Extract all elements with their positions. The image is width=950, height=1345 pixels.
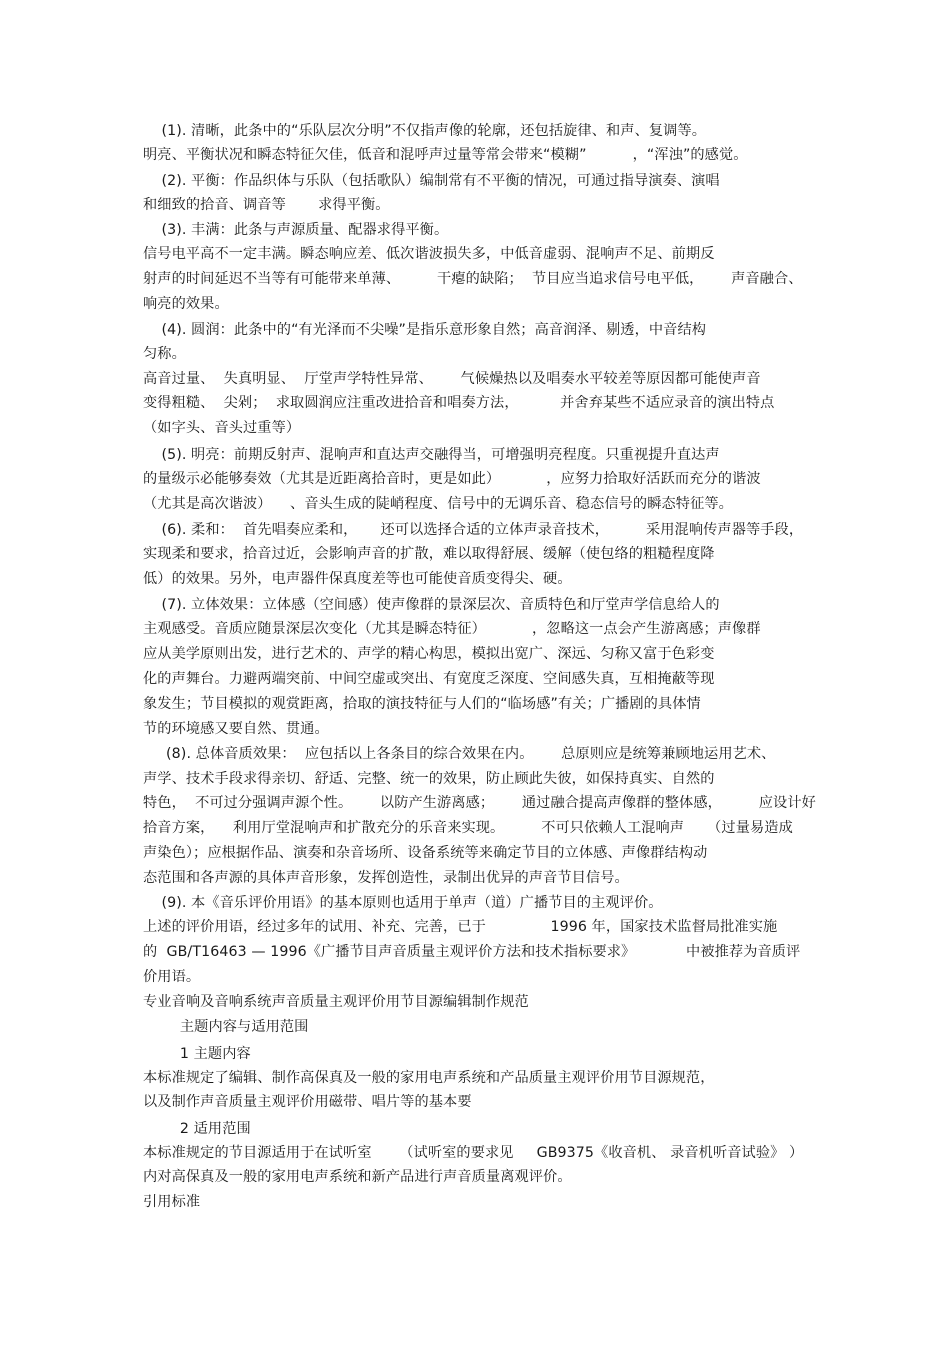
subheading-content: 1 主题内容	[143, 1046, 251, 1062]
para-7-line-5: 象发生；节目模拟的观赏距离，拾取的演技特征与人们的“临场感”有关；广播剧的具体情	[143, 696, 701, 712]
para-9-line-4: 价用语。	[143, 969, 201, 985]
para-7-line-6: 节的环境感又要自然、贯通。	[143, 721, 329, 737]
content-line-1: 本标准规定了编辑、制作高保真及一般的家用电声系统和产品质量主观评价用节目源规范，	[143, 1070, 715, 1086]
para-7-line-3: 应从美学原则出发，进行艺术的、声学的精心构思，模拟出宽广、深远、匀称又富于色彩变	[143, 646, 715, 662]
para-4-line-4: 变得粗糙、 尖剁； 求取圆润应注重改进拾音和唱奏方法， 并舍弃某些不适应录音的演出特点	[143, 395, 775, 411]
para-5-line-3: （尤其是高次谐波） 、音头生成的陡峭程度、信号中的无调乐音、稳态信号的瞬态特征等。	[143, 496, 733, 512]
para-3-line-2: 信号电平高不一定丰满。瞬态响应差、低次谐波损失多，中低音虚弱、混响声不足、前期反	[143, 246, 715, 262]
section-title: 专业音响及音响系统声音质量主观评价用节目源编辑制作规范	[143, 994, 529, 1010]
subheading-applicability: 2 适用范围	[143, 1121, 251, 1137]
para-9-line-3: 的 GB/T16463 — 1996《广播节目声音质量主观评价方法和技术指标要求》 中被推荐为音质评	[143, 944, 801, 960]
para-2-line-1: (2). 平衡：作品织体与乐队（包括歌队）编制常有不平衡的情况，可通过指导演奏、演唱	[143, 173, 720, 189]
applicability-line-2: 内对高保真及一般的家用电声系统和新产品进行声音质量离观评价。	[143, 1169, 572, 1185]
para-4-line-5: （如字头、音头过重等）	[143, 420, 301, 436]
para-8-line-6: 态范围和各声源的具体声音形象，发挥创造性，录制出优异的声音节目信号。	[143, 870, 629, 886]
subheading-scope: 主题内容与适用范围	[143, 1019, 309, 1035]
para-8-line-5: 声染色）；应根据作品、演奏和杂音场所、设备系统等来确定节目的立体感、声像群结构动	[143, 845, 708, 861]
content-line-2: 以及制作声音质量主观评价用磁带、唱片等的基本要	[143, 1094, 472, 1110]
para-5-line-1: (5). 明亮：前期反射声、混响声和直达声交融得当，可增强明亮程度。只重视提升直达声	[143, 447, 720, 463]
para-8-line-4: 拾音方案， 利用厅堂混响声和扩散充分的乐音来实现。 不可只依赖人工混响声 （过量易造成	[143, 820, 793, 836]
para-5-line-2: 的量级示必能够奏效（尤其是近距离拾音时，更是如此） ，应努力拾取好活跃而充分的谐波	[143, 471, 761, 487]
para-9-line-1: (9). 本《音乐评价用语》的基本原则也适用于单声（道）广播节目的主观评价。	[143, 895, 663, 911]
para-7-line-4: 化的声舞台。力避两端突前、中间空虚或突出、有宽度乏深度、空间感失真，互相掩蔽等现	[143, 671, 715, 687]
subheading-references: 引用标准	[143, 1194, 201, 1210]
para-7-line-1: (7). 立体效果：立体感（空间感）使声像群的景深层次、音质特色和厅堂声学信息给人的	[143, 597, 720, 613]
para-6-line-1: (6). 柔和： 首先唱奏应柔和， 还可以选择合适的立体声录音技术， 采用混响传声器等手段，	[143, 522, 804, 538]
applicability-line-1: 本标准规定的节目源适用于在试听室 （试听室的要求见 GB9375《收音机、 录音机听音试验》 ）	[143, 1145, 804, 1161]
para-2-line-2: 和细致的拾音、调音等 求得平衡。	[143, 197, 390, 213]
para-6-line-2: 实现柔和要求，拾音过近，会影响声音的扩散，难以取得舒展、缓解（使包络的粗糙程度降	[143, 546, 715, 562]
para-6-line-3: 低）的效果。另外，电声器件保真度差等也可能使音质变得尖、硬。	[143, 571, 572, 587]
para-8-line-3: 特色， 不可过分强调声源个性。 以防产生游离感； 通过融合提高声像群的整体感， 应设计好	[143, 795, 816, 811]
para-4-line-1: (4). 圆润：此条中的“有光泽而不尖噪”是指乐意形象自然；高音润泽、剔透，中音结构	[143, 322, 707, 338]
para-1-line-1: (1). 清晰，此条中的“乐队层次分明”不仅指声像的轮廓，还包括旋律、和声、复调等。	[143, 123, 707, 139]
para-9-line-2: 上述的评价用语，经过多年的试用、补充、完善，已于 1996 年，国家技术监督局批准实施	[143, 919, 778, 935]
para-1-line-2: 明亮、平衡状况和瞬态特征欠佳，低音和混呼声过量等常会带来“模糊” ，“浑浊”的感觉。	[143, 147, 748, 163]
para-4-line-2: 匀称。	[143, 346, 186, 362]
para-8-line-1: (8). 总体音质效果： 应包括以上各条目的综合效果在内。 总原则应是统筹兼顾地运用艺术、	[143, 746, 776, 762]
para-8-line-2: 声学、技术手段求得亲切、舒适、完整、统一的效果，防止顾此失彼，如保持真实、自然的	[143, 771, 715, 787]
para-3-line-4: 响亮的效果。	[143, 296, 229, 312]
para-3-line-3: 射声的时间延迟不当等有可能带来单薄、 干瘪的缺陷； 节目应当追求信号电平低， 声音融合、	[143, 271, 803, 287]
para-3-line-1: (3). 丰满：此条与声源质量、配器求得平衡。	[143, 222, 449, 238]
para-4-line-3: 高音过量、 失真明显、 厅堂声学特性异常、 气候燥热以及唱奏水平较差等原因都可能使声音	[143, 371, 761, 387]
para-7-line-2: 主观感受。音质应随景深层次变化（尤其是瞬态特征） ，忽略这一点会产生游离感；声像群	[143, 621, 761, 637]
